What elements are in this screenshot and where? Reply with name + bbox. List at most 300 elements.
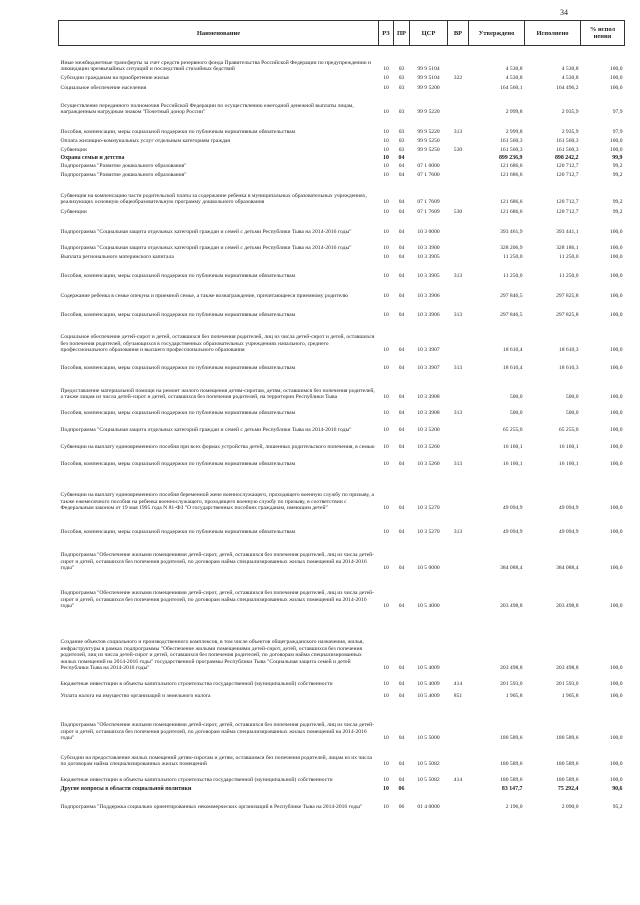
row-name: Субвенции на выплату единовременного пособия при всех формах устройства детей, лишенных родительского попечения, в семью [60,444,375,451]
table-row [59,451,625,468]
row-approved: 180 589,6 [500,777,523,784]
row-executed: 18 610,3 [558,347,579,354]
table-row [59,170,625,179]
row-vr [448,434,469,451]
row-name: Уплата налога на имущество организаций и земельного налога [60,693,211,700]
row-pr: 04 [398,735,405,742]
row-rz: 10 [383,172,389,179]
row-executed: 500,0 [565,394,579,401]
row-approved: 65 255,0 [502,427,523,434]
row-percent: 100,0 [609,761,623,768]
table-row [59,468,625,512]
row-executed: 297 825,8 [556,293,579,300]
row-vr [448,82,469,92]
row-rz: 10 [383,529,389,536]
table-row [59,261,625,280]
table-row [59,252,625,261]
row-name: Пособия, компенсации, меры социальной поддержки по публичным нормативным обязательствам [60,273,296,280]
row-executed: 4 530,8 [561,66,579,73]
row-percent: 100,0 [609,529,623,536]
row-vr [448,136,469,145]
header-name: Наименование [59,21,379,46]
row-approved: 180 589,6 [500,735,523,742]
row-pr: 04 [398,199,405,206]
row-csr: 10 3 3906 [417,312,440,319]
table-row [59,742,625,768]
table-row [59,417,625,434]
row-approved: 384 088,4 [500,565,523,572]
row-pr: 04 [398,410,405,417]
row-percent: 100,0 [609,505,623,512]
row-rz: 10 [383,427,389,434]
row-rz: 10 [383,138,389,145]
table-row [59,768,625,784]
row-pr: 04 [398,444,405,451]
row-executed: 164 496,2 [556,85,579,92]
row-executed: 203 498,8 [556,665,579,672]
row-name: Осуществление переданного полномочия Российской Федерации по осуществлению ежегодной денежной выплаты лицам, награжденным нагрудным знаком "Почетный донор России" [60,102,354,116]
row-name: Пособия, компенсации, меры социальной поддержки по публичным нормативным обязательствам [60,365,296,372]
table-row [59,319,625,354]
row-vr [448,784,469,793]
row-name: Пособия, компенсации, меры социальной поддержки по публичным нормативным обязательствам [60,410,296,417]
row-csr: 10 3 3905 [417,273,440,280]
row-approved: 899 236,9 [498,155,523,162]
row-percent: 100,0 [609,365,623,372]
row-pr: 04 [398,347,405,354]
row-percent: 97,9 [612,109,623,116]
row-name: Подпрограмма "Социальная защита отдельных категорий граждан и семей с детьми Республики Тыва на 2014-2016 годы" [60,427,352,434]
row-csr: 10 5 5082 [417,777,440,784]
table-row [59,116,625,136]
table-row [59,700,625,742]
row-executed: 75 292,4 [557,786,579,793]
row-vr [448,417,469,434]
row-vr [448,793,469,811]
row-percent: 100,0 [609,147,623,154]
row-approved: 201 593,0 [500,681,523,688]
row-rz: 10 [383,410,389,417]
row-csr: 07 1 7609 [417,199,440,206]
row-vr: 530 [453,147,463,154]
row-executed: 384 088,4 [556,565,579,572]
row-vr [448,700,469,742]
row-pr: 04 [398,777,405,784]
row-csr: 10 5 4009 [417,681,440,688]
row-pr: 04 [398,254,405,261]
row-rz: 10 [383,209,389,216]
row-name: Субвенции [60,147,87,154]
row-percent: 90,6 [612,786,623,793]
row-approved: 4 530,8 [505,66,523,73]
row-name: Создание объектов социального и производственного комплексов, в том числе объектов общегражданского назначения, жилья, инфраструктуры в рамках подпрограммы "Обеспечение жилыми помещениями детей-сирот, детей, оставшихся без попечения родителей, лиц из числа детей-сирот и детей, оставшихся без попечения родителей, по договорам найма специализированных жилых помещений на 2014-2016 годы" государственной программы Республики Тыва "Социальная защита семей и детей Республики Тыва на 2014-2016 годы" [60,639,364,672]
row-csr: 99 9 5104 [417,66,440,73]
row-pr: 04 [398,229,405,236]
row-csr: 10 3 5270 [417,505,440,512]
row-name: Другие вопросы в области социальной политики [60,786,192,793]
row-executed: 120 712,7 [556,172,579,179]
row-csr: 10 3 0000 [417,229,440,236]
row-csr: 10 3 3900 [417,245,440,252]
row-approved: 500,0 [509,394,523,401]
row-approved: 297 846,5 [500,312,523,319]
row-csr: 10 5 5000 [417,735,440,742]
table-body [59,46,625,811]
row-pr: 04 [398,245,405,252]
row-csr: 99 9 5200 [417,85,440,92]
row-csr: 10 3 5260 [417,461,440,468]
row-name: Социальное обеспечение детей-сирот и детей, оставшихся без попечения родителей, лиц из числа детей-сирот и детей, оставшихся без попечения родителей, обучающихся в государственных образовательных учреждениях начального, среднего профессионального образования и высшего профессионального образования [60,334,375,354]
row-rz: 10 [383,229,389,236]
table-row [59,434,625,451]
table-row [59,536,625,572]
row-rz: 10 [383,804,389,811]
row-approved: 161 560,3 [500,147,523,154]
row-pr: 03 [398,129,405,136]
row-pr: 03 [398,66,405,73]
row-approved: 393 461,9 [500,229,523,236]
row-vr: 313 [453,365,463,372]
row-csr: 01 4 0000 [417,804,440,811]
row-pr: 04 [398,529,405,536]
row-rz: 10 [383,129,389,136]
row-percent: 100,0 [609,229,623,236]
row-rz: 10 [383,245,389,252]
row-rz: 10 [383,565,389,572]
row-vr [448,319,469,354]
row-executed: 11 250,0 [559,254,579,261]
row-executed: 393 441,1 [556,229,579,236]
row-percent: 100,0 [609,347,623,354]
row-rz: 10 [383,155,389,162]
page-number: 34 [560,8,568,17]
row-percent: 100,0 [609,75,623,82]
row-csr: 07 1 7600 [417,172,440,179]
row-pr: 06 [398,804,405,811]
row-vr [448,46,469,73]
row-vr: 313 [453,461,463,468]
row-percent: 100,0 [609,603,623,610]
row-executed: 1 905,8 [561,693,579,700]
row-executed: 328 186,1 [556,245,579,252]
row-rz: 10 [383,786,389,793]
row-rz: 10 [383,603,389,610]
row-pr: 04 [398,394,405,401]
row-pr: 04 [398,461,405,468]
table-row [59,672,625,688]
row-name: Оплата жилищно-коммунальных услуг отдельным категориям граждан [60,138,231,145]
row-executed: 2 090,0 [561,804,579,811]
row-approved: 83 147,7 [501,786,523,793]
row-percent: 99,2 [612,209,623,216]
row-csr: 99 9 5220 [417,109,440,116]
row-approved: 49 094,9 [502,529,523,536]
row-name: Субсидии на предоставление жилых помещений детям-сиротам и детям, оставшимся без попечения родителей, лицам из их числа по договорам найма специализированных жилых помещений [60,754,372,768]
table-row [59,154,625,162]
row-name: Бюджетные инвестиции в объекты капитального строительства государственной (муниципальной) собственности [60,681,333,688]
row-approved: 203 498,8 [500,665,523,672]
row-approved: 4 530,8 [505,75,523,82]
row-name: Содержание ребенка в семье опекуна и приемной семье, а также вознаграждение, причитающееся приемному родителю [60,293,349,300]
header-rz: РЗ [379,21,394,46]
row-percent: 100,0 [609,444,623,451]
row-rz: 10 [383,312,389,319]
row-rz: 10 [383,777,389,784]
table-row [59,136,625,145]
row-pr: 04 [398,761,405,768]
row-approved: 16 160,1 [502,444,523,451]
row-approved: 297 846,5 [500,293,523,300]
row-name: Пособия, компенсации, меры социальной поддержки по публичным нормативным обязательствам [60,312,296,319]
row-vr: 313 [453,529,463,536]
row-csr: 07 1 7609 [417,209,440,216]
row-executed: 201 593,0 [556,681,579,688]
row-name: Предоставление материальной помощи на ремонт жилого помещения детям-сиротам, детям, оставшимся без попечения родителей, а также лицам из числа детей-сирот и детей, оставшихся без попечения родителей, на территории Республики Тыва [60,387,375,401]
row-pr: 04 [398,172,405,179]
row-rz: 10 [383,147,389,154]
row-rz: 10 [383,273,389,280]
row-executed: 18 610,3 [558,365,579,372]
row-pr: 06 [398,786,405,793]
row-rz: 10 [383,66,389,73]
row-vr [448,162,469,170]
row-approved: 2 196,0 [505,804,523,811]
row-vr [448,154,469,162]
row-approved: 11 250,0 [503,273,523,280]
row-name: Субвенции на выплату единовременного пособия беременной жене военнослужащего, проходящего военную службу по призыву, а также ежемесячного пособия на ребенка военнослужащего, проходящего военную службу по призыву, в соответствии с Федеральным законом от 19 мая 1995 года N 81-ФЗ "О государственных пособиях гражданам, имеющим детей" [60,492,374,512]
row-csr: 10 3 3908 [417,394,440,401]
row-executed: 297 825,8 [556,312,579,319]
row-vr [448,536,469,572]
row-name: Подпрограмма "Социальная защита отдельных категорий граждан и семей с детьми Республики Тыва на 2014-2016 годы" [60,245,352,252]
row-executed: 2 935,9 [561,109,579,116]
row-csr: 10 3 5270 [417,529,440,536]
row-pr: 03 [398,138,405,145]
table-header-row [59,21,625,46]
table-row [59,784,625,793]
row-percent: 99,2 [612,172,623,179]
table-row [59,793,625,811]
table-row [59,401,625,417]
row-approved: 164 560,1 [500,85,523,92]
row-name: Социальное обеспечение населения [60,85,147,92]
row-csr: 10 3 5200 [417,427,440,434]
row-csr: 99 9 5104 [417,75,440,82]
row-approved: 500,0 [509,410,523,417]
row-executed: 49 094,9 [558,529,579,536]
row-csr: 10 3 3908 [417,410,440,417]
row-percent: 100,0 [609,461,623,468]
table-row [59,610,625,672]
row-pr: 04 [398,365,405,372]
table-row [59,92,625,116]
row-approved: 1 905,8 [505,693,523,700]
table-row [59,46,625,73]
row-vr [448,280,469,300]
row-vr [448,216,469,236]
row-executed: 65 255,0 [558,427,579,434]
row-name: Иные межбюджетные трансферты за счет средств резервного фонда Правительства Российской Федерации по предупреждению и ликвидации чрезвычайных ситуаций и последствий стихийных бедствий [60,59,371,73]
row-executed: 180 589,6 [556,735,579,742]
row-rz: 10 [383,735,389,742]
row-rz: 10 [383,365,389,372]
row-vr: 414 [453,681,463,688]
table-row [59,372,625,401]
row-percent: 100,0 [609,777,623,784]
row-pr: 04 [398,209,405,216]
row-approved: 180 589,6 [500,761,523,768]
row-executed: 120 712,7 [556,163,579,170]
row-name: Бюджетные инвестиции в объекты капитального строительства государственной (муниципальной) собственности [60,777,333,784]
row-rz: 10 [383,761,389,768]
row-percent: 99,2 [612,199,623,206]
row-name: Охрана семьи и детства [60,155,125,162]
row-percent: 100,0 [609,138,623,145]
row-pr: 04 [398,565,405,572]
row-vr: 313 [453,129,463,136]
row-csr: 99 9 5250 [417,147,440,154]
row-approved: 328 206,9 [500,245,523,252]
row-csr: 07 1 0000 [417,163,440,170]
row-csr: 10 3 3906 [417,293,440,300]
row-percent: 100,0 [609,293,623,300]
row-vr [448,372,469,401]
row-approved: 18 610,4 [502,365,523,372]
row-executed: 4 530,8 [561,75,579,82]
row-approved: 18 610,4 [502,347,523,354]
row-rz: 10 [383,444,389,451]
row-csr: 10 3 3907 [417,347,440,354]
row-pr: 04 [398,603,405,610]
table-row [59,145,625,154]
row-csr: 10 3 3905 [417,254,440,261]
budget-table [58,20,625,811]
row-approved: 11 250,0 [503,254,523,261]
table-row [59,216,625,236]
row-pr: 03 [398,147,405,154]
table-row [59,572,625,610]
row-name: Субсидии гражданам на приобретение жилья [60,75,169,82]
row-name: Субвенции [60,209,87,216]
row-vr: 322 [453,75,463,82]
row-executed: 49 094,9 [558,505,579,512]
row-pr: 04 [398,293,405,300]
row-executed: 180 589,6 [556,761,579,768]
row-pr: 04 [398,693,405,700]
row-executed: 120 712,7 [556,209,579,216]
row-rz: 10 [383,394,389,401]
row-rz: 10 [383,254,389,261]
row-percent: 100,0 [609,312,623,319]
row-approved: 121 686,6 [500,172,523,179]
row-percent: 100,0 [609,427,623,434]
header-executed: Исполнено [525,21,581,46]
row-vr [448,572,469,610]
row-vr: 530 [453,209,463,216]
row-csr [410,154,448,162]
row-percent: 100,0 [609,681,623,688]
row-pr: 04 [398,665,405,672]
row-name: Пособия, компенсации, меры социальной поддержки по публичным нормативным обязательствам [60,129,296,136]
row-percent: 95,2 [612,804,623,811]
row-approved: 2 999,8 [505,109,523,116]
table-row [59,688,625,700]
row-csr: 10 3 3907 [417,365,440,372]
row-vr [448,468,469,512]
row-vr [448,236,469,252]
row-percent: 100,0 [609,410,623,417]
row-name: Подпрограмма "Обеспечение жилыми помещениями детей-сирот, детей, оставшихся без попечения родителей, лиц из числа детей-сирот и детей, оставшихся без попечения родителей, по договорам найма специализированных жилых помещений на 2014-2016 годы" [60,722,374,742]
row-name: Подпрограмма "Развитие дошкольного образования" [60,163,187,170]
row-vr: 414 [453,777,463,784]
row-csr [410,784,448,793]
row-pr: 03 [398,75,405,82]
row-executed: 500,0 [565,410,579,417]
header-percent: % испол нения [581,21,625,46]
row-approved: 121 686,6 [500,209,523,216]
row-percent: 100,0 [609,245,623,252]
row-pr: 04 [398,505,405,512]
row-name: Подпрограмма "Обеспечение жилыми помещениями детей-сирот, детей, оставшихся без попечения родителей, лиц из числа детей-сирот и детей, оставшихся без попечения родителей, по договорам найма специализированных жилых помещений на 2014-2016 годы" [60,552,374,572]
row-vr [448,92,469,116]
row-rz: 10 [383,85,389,92]
row-rz: 10 [383,347,389,354]
row-executed: 203 498,8 [556,603,579,610]
row-rz: 10 [383,461,389,468]
header-vr: ВР [448,21,469,46]
row-percent: 100,0 [609,394,623,401]
row-name: Субвенция на компенсацию части родительской платы за содержание ребенка в муниципальных образовательных учреждениях, реализующих основную общеобразовательную программу дошкольного образования [60,192,367,206]
row-percent: 100,0 [609,85,623,92]
row-pr: 04 [398,155,405,162]
row-approved: 2 999,8 [505,129,523,136]
table-row [59,179,625,206]
row-name: Подпрограмма "Поддержка социально ориентированных некоммерческих организаций в Республике Тыва на 2014-2016 годы" [60,804,363,811]
row-vr [448,179,469,206]
row-percent: 100,0 [609,273,623,280]
row-approved: 16 160,1 [502,461,523,468]
row-pr: 04 [398,312,405,319]
header-pr: ПР [394,21,410,46]
row-vr [448,742,469,768]
row-vr: 851 [453,693,463,700]
row-vr [448,610,469,672]
row-rz: 10 [383,665,389,672]
row-csr: 10 5 4000 [417,603,440,610]
row-approved: 121 686,6 [500,163,523,170]
row-executed: 180 589,6 [556,777,579,784]
row-pr: 04 [398,273,405,280]
row-percent: 100,0 [609,665,623,672]
row-pr: 03 [398,109,405,116]
table-row [59,162,625,170]
row-approved: 203 498,8 [500,603,523,610]
row-rz: 10 [383,681,389,688]
row-executed: 16 160,1 [558,444,579,451]
row-executed: 161 560,3 [556,147,579,154]
table-row [59,206,625,216]
table-row [59,82,625,92]
row-executed: 161 560,3 [556,138,579,145]
row-pr: 03 [398,85,405,92]
row-percent: 100,0 [609,66,623,73]
header-approved: Утверждено [469,21,525,46]
header-csr: ЦСР [410,21,448,46]
row-percent: 99,9 [612,155,623,162]
row-csr: 99 9 5250 [417,138,440,145]
row-rz: 10 [383,199,389,206]
row-rz: 10 [383,693,389,700]
